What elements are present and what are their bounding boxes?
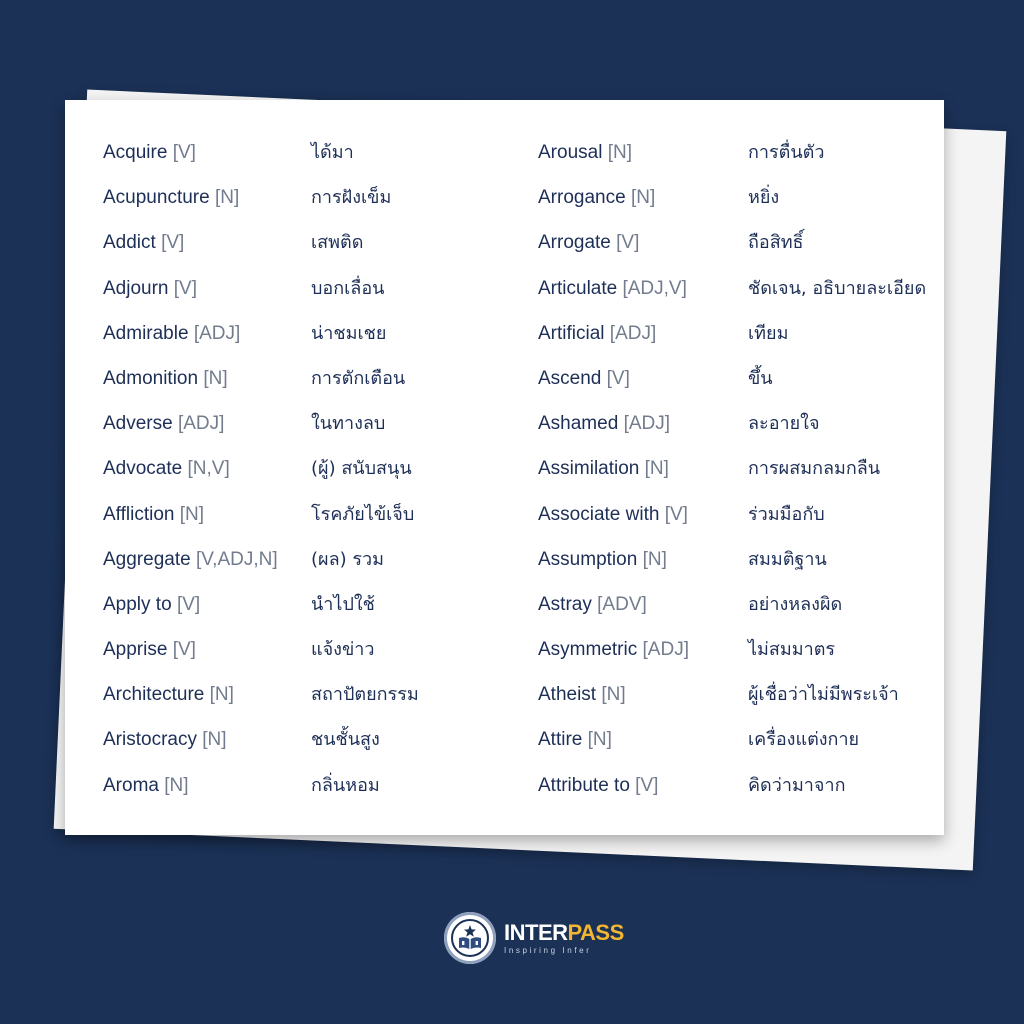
vocab-word: [538, 454, 689, 499]
thai-translation: ได้มา: [311, 142, 354, 163]
part-of-speech-tag: [V]: [172, 639, 196, 661]
vocab-word: [538, 183, 689, 228]
logo-text: [504, 919, 624, 955]
right-thai-column: [748, 138, 926, 816]
thai-translation: ร่วมมือกับ: [748, 503, 825, 525]
english-word: Assimilation: [538, 458, 640, 480]
vocab-word: [103, 725, 278, 770]
english-word: Acquire: [103, 142, 168, 163]
english-word: Aggregate: [103, 548, 191, 570]
right-english-column: [538, 138, 689, 816]
english-word: Arrogance: [538, 187, 626, 209]
vocab-word: [538, 228, 689, 273]
thai-translation: การตื่นตัว: [748, 142, 825, 163]
thai-translation: สถาปัตยกรรม: [311, 684, 419, 706]
english-word: Ascend: [538, 367, 602, 389]
thai-translation: สมมติฐาน: [748, 548, 827, 570]
english-word: Architecture: [103, 684, 205, 706]
vocab-word: [538, 500, 689, 545]
english-word: Assumption: [538, 548, 638, 570]
english-word: Acupuncture: [103, 187, 210, 209]
part-of-speech-tag: [V]: [173, 277, 198, 299]
thai-translation: (ผู้) สนับสนุน: [311, 458, 412, 480]
english-word: Admonition: [103, 367, 199, 389]
english-word: Admirable: [103, 322, 189, 344]
part-of-speech-tag: [N,V]: [187, 458, 230, 480]
thai-translation: ละอายใจ: [748, 413, 820, 435]
vocab-word: [103, 454, 278, 499]
vocab-word: [538, 545, 689, 590]
left-english-column: [103, 138, 278, 816]
brand-name: INTERPASS: [504, 919, 624, 945]
open-book-star-icon: [444, 912, 496, 964]
part-of-speech-tag: [N]: [601, 684, 626, 706]
thai-translation: นำไปใช้: [311, 593, 375, 615]
english-word: Aroma: [103, 774, 159, 796]
vocab-word: [538, 274, 689, 319]
english-word: Asymmetric: [538, 639, 638, 661]
thai-translation: ในทางลบ: [311, 413, 386, 435]
english-word: Addict: [103, 232, 156, 254]
vocab-word: [103, 635, 278, 680]
thai-translation: ชนชั้นสูง: [311, 729, 380, 751]
thai-translation: บอกเลื่อน: [311, 277, 385, 299]
thai-translation: ชัดเจน, อธิบายละเอียด: [748, 277, 927, 299]
english-word: Articulate: [538, 277, 618, 299]
thai-translation: เครื่องแต่งกาย: [748, 729, 860, 751]
vocabulary-sheet: [65, 100, 944, 835]
english-word: Artificial: [538, 322, 605, 344]
part-of-speech-tag: [V]: [161, 232, 185, 254]
vocab-word: [538, 138, 689, 183]
english-word: Atheist: [538, 684, 597, 706]
part-of-speech-tag: [ADJ]: [642, 639, 689, 661]
vocab-word: [538, 635, 689, 680]
vocab-word: [103, 590, 278, 635]
vocab-word: [103, 319, 278, 364]
english-word: Arousal: [538, 142, 603, 163]
part-of-speech-tag: [ADJ]: [193, 322, 241, 344]
thai-translation: คิดว่ามาจาก: [748, 774, 846, 796]
vocab-word: [538, 725, 689, 770]
thai-translation: เทียม: [748, 322, 789, 344]
thai-translation: (ผล) รวม: [311, 548, 384, 570]
thai-translation: เสพติด: [311, 232, 364, 254]
part-of-speech-tag: [ADJ]: [609, 322, 657, 344]
part-of-speech-tag: [V]: [635, 774, 659, 796]
part-of-speech-tag: [N]: [587, 729, 612, 751]
english-word: Associate with: [538, 503, 660, 525]
english-word: Arrogate: [538, 232, 611, 254]
thai-translation: น่าชมเชย: [311, 322, 387, 344]
vocab-word: [538, 319, 689, 364]
thai-translation: อย่างหลงผิด: [748, 593, 843, 615]
english-word: Astray: [538, 593, 592, 615]
vocab-word: [103, 138, 278, 183]
vocab-word: [103, 228, 278, 273]
part-of-speech-tag: [N]: [164, 774, 189, 796]
thai-translation: ไม่สมมาตร: [748, 639, 836, 661]
brand-tagline: Inspiring Infer: [504, 945, 592, 955]
vocab-word: [538, 590, 689, 635]
part-of-speech-tag: [V,ADJ,N]: [195, 548, 278, 570]
english-word: Ashamed: [538, 413, 619, 435]
part-of-speech-tag: [N]: [214, 187, 240, 209]
thai-translation: การผสมกลมกลืน: [748, 458, 881, 480]
english-word: Attribute to: [538, 774, 630, 796]
part-of-speech-tag: [V]: [172, 142, 196, 163]
left-thai-column: [311, 138, 419, 816]
english-word: Aristocracy: [103, 729, 197, 751]
part-of-speech-tag: [ADJ]: [177, 413, 225, 435]
part-of-speech-tag: [N]: [209, 684, 234, 706]
thai-translation: การตักเตือน: [311, 367, 406, 389]
part-of-speech-tag: [N]: [179, 503, 205, 525]
vocab-word: [103, 680, 278, 725]
english-word: Affliction: [103, 503, 175, 525]
part-of-speech-tag: [V]: [606, 367, 630, 389]
vocab-word: [538, 771, 689, 816]
part-of-speech-tag: [V]: [616, 232, 640, 254]
part-of-speech-tag: [ADV]: [597, 593, 647, 615]
english-word: Advocate: [103, 458, 183, 480]
thai-translation: ขึ้น: [748, 367, 773, 389]
part-of-speech-tag: [V]: [664, 503, 688, 525]
part-of-speech-tag: [N]: [607, 142, 632, 163]
vocab-word: [538, 409, 689, 454]
vocab-word: [538, 680, 689, 725]
thai-translation: กลิ่นหอม: [311, 774, 380, 796]
part-of-speech-tag: [N]: [203, 367, 228, 389]
vocab-word: [103, 771, 278, 816]
part-of-speech-tag: [V]: [176, 593, 201, 615]
part-of-speech-tag: [N]: [202, 729, 227, 751]
vocab-word: [103, 274, 278, 319]
vocab-word: [103, 500, 278, 545]
english-word: Attire: [538, 729, 583, 751]
english-word: Adjourn: [103, 277, 169, 299]
part-of-speech-tag: [ADJ,V]: [622, 277, 687, 299]
part-of-speech-tag: [N]: [644, 458, 669, 480]
english-word: Adverse: [103, 413, 173, 435]
interpass-logo: [444, 912, 624, 964]
part-of-speech-tag: [N]: [630, 187, 656, 209]
part-of-speech-tag: [ADJ]: [623, 413, 671, 435]
thai-translation: ผู้เชื่อว่าไม่มีพระเจ้า: [748, 684, 899, 706]
thai-translation: หยิ่ง: [748, 187, 780, 209]
vocab-word: [103, 409, 278, 454]
vocab-word: [103, 183, 278, 228]
vocab-word: [538, 364, 689, 409]
vocab-word: [103, 545, 278, 590]
english-word: Apprise: [103, 639, 168, 661]
thai-translation: ถือสิทธิ์: [748, 232, 804, 254]
vocab-word: [103, 364, 278, 409]
part-of-speech-tag: [N]: [642, 548, 667, 570]
thai-translation: การฝังเข็ม: [311, 187, 392, 209]
english-word: Apply to: [103, 593, 172, 615]
thai-translation: โรคภัยไข้เจ็บ: [311, 503, 415, 525]
thai-translation: แจ้งข่าว: [311, 639, 375, 661]
